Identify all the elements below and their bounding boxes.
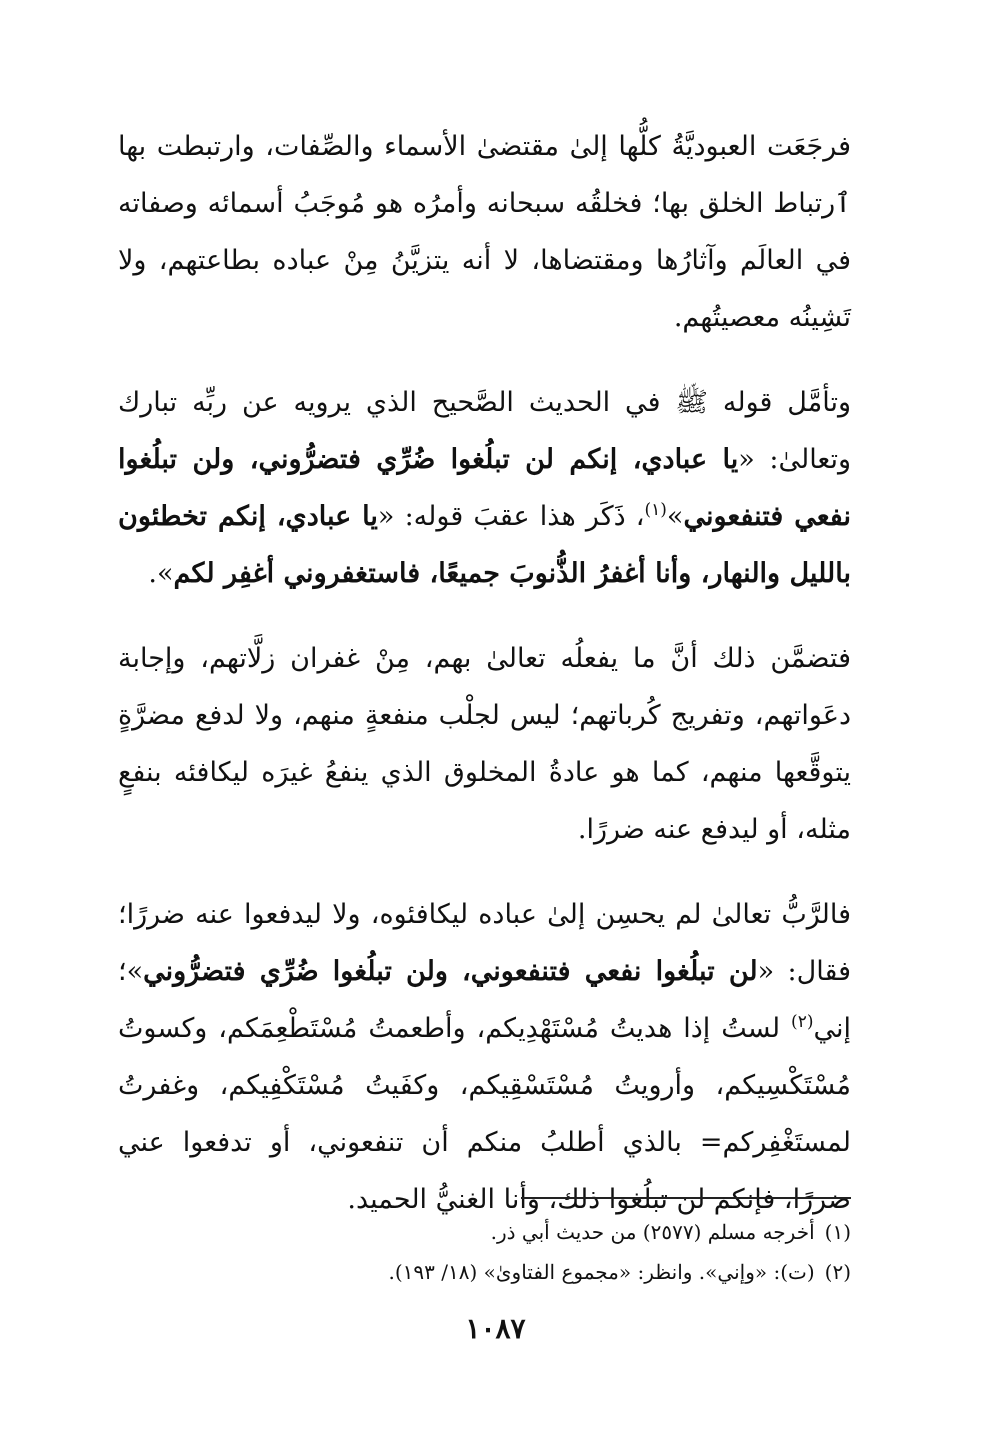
- paragraph-4-intro: فالرَّبُّ تعالىٰ لم يحسِن إلىٰ عباده ليكافئوه، ولا ليدفعوا عنه ضررًا؛ فقال: «: [118, 899, 852, 987]
- footnote-2-number: (٢): [824, 1260, 851, 1284]
- paragraph-3-text: فتضمَّن ذلك أنَّ ما يفعلُه تعالىٰ بهم، مِنْ غفران زلَّاتهم، وإجابة دعَواتهم، وتفريج كُرباتهم؛ ليس لجلْب منفعةٍ منهم، ولا لدفع مضرَّةٍ يتوقَّعها منهم، كما هو عادةُ المخلوق الذي ينفعُ غيرَه ليكافئه بنفعٍ مثله، أو ليدفع عنه ضررًا.: [118, 643, 851, 845]
- paragraph-4-rest: لستُ إذا هديتُ مُسْتَهْدِيكم، وأطعمتُ مُسْتَطْعِمَكم، وكسوتُ مُسْتَكْسِيكم، وأرويتُ مُسْتَسْقِيكم، وكفَيتُ مُسْتَكْفِيكم، وغفرتُ لمستَغْفِركم= بالذي أطلبُ منكم أن تنفعوني، أو تدفعوا عني ضررًا، فإنكم لن تبلُغوا ذلك، وأنا الغنيُّ الحميد.: [118, 1013, 851, 1215]
- footnote-1-text: أخرجه مسلم (٢٥٧٧) من حديث أبي ذر.: [490, 1220, 815, 1244]
- footnote-1-number: (١): [824, 1220, 851, 1244]
- footnote-ref-2[interactable]: (٢): [791, 1012, 814, 1032]
- hadith-quote-1: يا عبادي، إنكم لن تبلُغوا ضُرِّي فتضرُّوني، ولن تبلُغوا نفعي فتنفعوني: [118, 444, 851, 532]
- paragraph-1-text: فرجَعَت العبوديَّةُ كلُّها إلىٰ مقتضىٰ الأسماء والصِّفات، وارتبطت بها ٱرتباط الخلق بها؛ فخلقُه سبحانه وأمرُه هو مُوجَبُ أسمائه وصفاته في العالَم وآثارُها ومقتضاها، لا أنه يتزيَّنُ مِنْ عباده بطاعتهم، ولا تَشِينُه معصيتُهم.: [118, 131, 851, 333]
- footnotes: [151, 1212, 851, 1292]
- footnote-1: [151, 1212, 851, 1252]
- footnote-2-text: (ت): «وإني». وانظر: «مجموع الفتاوىٰ» (١٨/ ١٩٣).: [388, 1260, 815, 1284]
- paragraph-1: [118, 118, 851, 346]
- footnote-divider: [521, 1197, 851, 1199]
- footnote-ref-1[interactable]: (١): [644, 500, 667, 520]
- page-number: ١٠٨٧: [465, 1312, 526, 1345]
- quote-close: »: [666, 501, 684, 532]
- paragraph-2: [118, 374, 851, 602]
- footnote-2: [151, 1252, 851, 1292]
- hadith-quote-3: لن تبلُغوا نفعي فتنفعوني، ولن تبلُغوا ضُرِّي فتضرُّوني: [143, 956, 758, 987]
- paragraph-3: [118, 630, 851, 858]
- paragraph-2-end: ».: [148, 558, 174, 589]
- paragraph-4: [118, 886, 851, 1228]
- paragraph-4-after-quote: »؛ إني: [118, 956, 851, 1044]
- paragraph-2-middle: ، ذَكَر هذا عقبَ قوله: «: [377, 501, 645, 532]
- hadith-quote-2: يا عبادي، إنكم تخطئون بالليل والنهار، وأنا أغفرُ الذُّنوبَ جميعًا، فاستغفروني أغفِر لكم: [118, 501, 851, 589]
- paragraph-2-intro: وتأمَّل قوله ﷺ في الحديث الصَّحيح الذي يرويه عن ربِّه تبارك وتعالىٰ: «: [118, 387, 851, 475]
